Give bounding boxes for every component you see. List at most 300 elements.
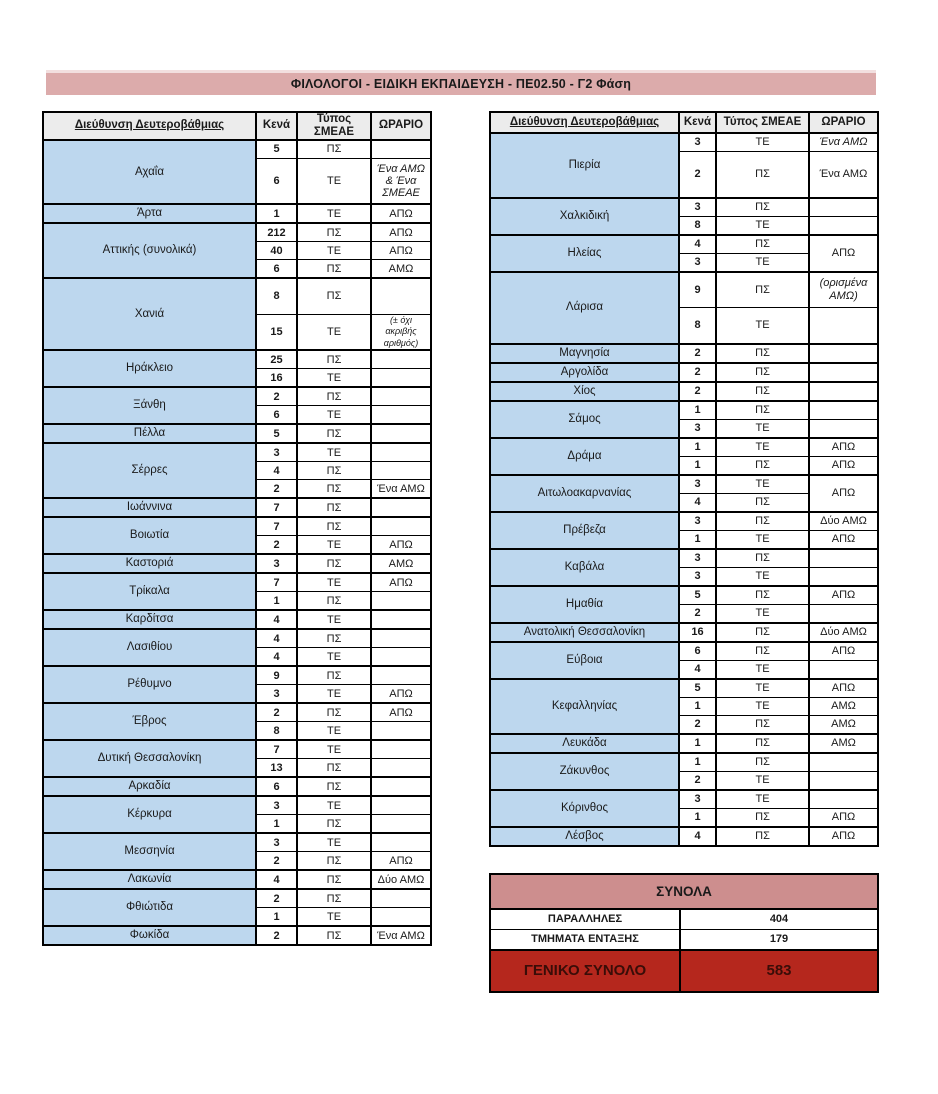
vacancies-cell: 16 [256, 369, 297, 388]
totals-label: ΠΑΡΑΛΛΗΛΕΣ [490, 909, 680, 930]
schedule-cell: Ένα ΑΜΩ [371, 480, 431, 499]
schedule-cell [371, 592, 431, 611]
region-name-cell: Ρέθυμνο [43, 666, 256, 703]
table-row [43, 926, 431, 945]
table-row [43, 833, 431, 852]
smeae-type-cell: ΠΣ [297, 629, 371, 648]
smeae-type-cell: ΤΕ [716, 133, 809, 152]
smeae-type-cell: ΠΣ [716, 715, 809, 734]
region-name-cell: Λάρισα [490, 272, 679, 344]
smeae-type-cell: ΠΣ [716, 344, 809, 363]
table-row [43, 870, 431, 889]
region-name-cell: Χίος [490, 382, 679, 401]
table-row [43, 443, 431, 462]
region-name-cell: Πρέβεζα [490, 512, 679, 549]
region-name-cell: Καρδίτσα [43, 610, 256, 629]
smeae-type-cell: ΤΕ [716, 771, 809, 790]
region-name-cell: Ημαθία [490, 586, 679, 623]
schedule-cell: ΑΠΩ [371, 703, 431, 722]
schedule-cell [371, 387, 431, 406]
smeae-type-cell: ΤΕ [297, 610, 371, 629]
schedule-cell: ΑΜΩ [371, 554, 431, 573]
vacancies-cell: 3 [679, 567, 716, 586]
vacancies-cell: 3 [679, 253, 716, 272]
smeae-type-cell: ΤΕ [716, 790, 809, 809]
region-name-cell: Λακωνία [43, 870, 256, 889]
table-row [43, 740, 431, 759]
schedule-cell: Δύο ΑΜΩ [809, 512, 878, 531]
smeae-type-cell: ΤΕ [297, 242, 371, 260]
smeae-type-cell: ΤΕ [716, 660, 809, 679]
schedule-cell: ΑΠΩ [809, 808, 878, 827]
vacancies-cell: 4 [256, 610, 297, 629]
vacancies-cell: 3 [679, 419, 716, 438]
grand-total-row [490, 950, 878, 992]
vacancies-cell: 7 [256, 498, 297, 517]
region-name-cell: Πέλλα [43, 424, 256, 443]
schedule-cell: ΑΠΩ [809, 642, 878, 661]
schedule-cell [371, 815, 431, 834]
vacancies-cell: 3 [679, 475, 716, 494]
column-header-directorate: Διεύθυνση Δευτεροβάθμιας [43, 112, 256, 140]
vacancies-cell: 4 [256, 462, 297, 480]
region-name-cell: Αργολίδα [490, 363, 679, 382]
vacancies-cell: 1 [256, 592, 297, 611]
table-row [43, 204, 431, 223]
region-name-cell: Βοιωτία [43, 517, 256, 554]
schedule-cell: ΑΠΩ [371, 536, 431, 555]
smeae-type-cell: ΠΣ [297, 260, 371, 279]
smeae-type-cell: ΤΕ [297, 908, 371, 927]
table-row [490, 401, 878, 420]
totals-title: ΣΥΝΟΛΑ [490, 874, 878, 909]
smeae-type-cell: ΤΕ [297, 443, 371, 462]
schedule-cell: ΑΠΩ [809, 679, 878, 698]
table-row [43, 387, 431, 406]
vacancies-cell: 25 [256, 350, 297, 369]
schedule-cell: (ορισμένα ΑΜΩ) [809, 272, 878, 308]
schedule-cell [371, 424, 431, 443]
smeae-type-cell: ΠΣ [716, 549, 809, 568]
region-name-cell: Φωκίδα [43, 926, 256, 945]
region-name-cell: Ζάκυνθος [490, 753, 679, 790]
table-row [490, 734, 878, 753]
smeae-type-cell: ΠΣ [716, 152, 809, 198]
table-row [43, 498, 431, 517]
schedule-cell [371, 462, 431, 480]
schedule-cell [809, 419, 878, 438]
vacancies-cell: 8 [256, 722, 297, 741]
vacancies-cell: 1 [679, 697, 716, 715]
smeae-type-cell: ΤΕ [716, 679, 809, 698]
schedule-cell [371, 777, 431, 796]
smeae-type-cell: ΤΕ [297, 648, 371, 667]
region-name-cell: Αχαΐα [43, 140, 256, 205]
smeae-type-cell: ΤΕ [297, 740, 371, 759]
region-name-cell: Χαλκιδική [490, 198, 679, 235]
region-name-cell: Φθιώτιδα [43, 889, 256, 926]
vacancies-cell: 2 [679, 344, 716, 363]
vacancies-cell: 6 [256, 260, 297, 279]
schedule-cell [371, 740, 431, 759]
schedule-cell [371, 908, 431, 927]
vacancies-cell: 3 [256, 685, 297, 704]
smeae-type-cell: ΠΣ [297, 759, 371, 778]
schedule-cell [809, 604, 878, 623]
vacancies-cell: 2 [679, 715, 716, 734]
vacancies-cell: 1 [679, 753, 716, 772]
schedule-cell: ΑΠΩ [371, 852, 431, 871]
smeae-type-cell: ΠΣ [716, 623, 809, 642]
region-name-cell: Λασιθίου [43, 629, 256, 666]
region-name-cell: Ανατολική Θεσσαλονίκη [490, 623, 679, 642]
smeae-type-cell: ΠΣ [297, 462, 371, 480]
schedule-cell: Ένα ΑΜΩ [809, 133, 878, 152]
schedule-cell [371, 498, 431, 517]
schedule-cell: ΑΠΩ [809, 475, 878, 512]
vacancies-cell: 8 [256, 278, 297, 314]
schedule-cell [371, 140, 431, 159]
column-header-smeae-type: Τύπος ΣΜΕΑΕ [297, 112, 371, 140]
schedule-cell: ΑΜΩ [809, 697, 878, 715]
schedule-cell [371, 889, 431, 908]
schedule-cell [809, 382, 878, 401]
grand-total-label: ΓΕΝΙΚΟ ΣΥΝΟΛΟ [490, 950, 680, 992]
schedule-cell [809, 753, 878, 772]
vacancies-cell: 6 [256, 406, 297, 425]
vacancies-cell: 16 [679, 623, 716, 642]
region-name-cell: Κέρκυρα [43, 796, 256, 833]
vacancies-cell: 5 [679, 679, 716, 698]
smeae-type-cell: ΠΣ [297, 666, 371, 685]
smeae-type-cell: ΠΣ [716, 456, 809, 475]
smeae-type-cell: ΠΣ [297, 517, 371, 536]
region-name-cell: Κόρινθος [490, 790, 679, 827]
smeae-type-cell: ΤΕ [716, 697, 809, 715]
column-header-smeae-type: Τύπος ΣΜΕΑΕ [716, 112, 809, 133]
smeae-type-cell: ΠΣ [716, 401, 809, 420]
smeae-type-cell: ΤΕ [716, 438, 809, 457]
table-row [490, 272, 878, 308]
region-name-cell: Αττικής (συνολικά) [43, 223, 256, 278]
column-header-vacancies: Κενά [679, 112, 716, 133]
table-row [43, 573, 431, 592]
vacancies-cell: 5 [256, 140, 297, 159]
smeae-type-cell: ΠΣ [297, 870, 371, 889]
schedule-cell [809, 790, 878, 809]
vacancies-cell: 8 [679, 308, 716, 344]
table-row [43, 278, 431, 314]
vacancies-cell: 9 [679, 272, 716, 308]
table-row [43, 223, 431, 242]
region-name-cell: Τρίκαλα [43, 573, 256, 610]
schedule-cell [371, 722, 431, 741]
schedule-cell: Δύο ΑΜΩ [371, 870, 431, 889]
smeae-type-cell: ΠΣ [716, 642, 809, 661]
table-row [490, 679, 878, 698]
region-name-cell: Πιερία [490, 133, 679, 198]
schedule-cell [809, 771, 878, 790]
smeae-type-cell: ΠΣ [297, 852, 371, 871]
schedule-cell: Ένα ΑΜΩ [809, 152, 878, 198]
smeae-type-cell: ΤΕ [716, 567, 809, 586]
schedule-cell [371, 648, 431, 667]
totals-table [489, 873, 879, 993]
region-name-cell: Λευκάδα [490, 734, 679, 753]
smeae-type-cell: ΠΣ [297, 480, 371, 499]
schedule-cell [809, 660, 878, 679]
smeae-type-cell: ΠΣ [297, 424, 371, 443]
smeae-type-cell: ΠΣ [297, 592, 371, 611]
table-row [43, 629, 431, 648]
vacancies-cell: 2 [256, 889, 297, 908]
table-row [490, 790, 878, 809]
region-name-cell: Μεσσηνία [43, 833, 256, 870]
totals-label: ΤΜΗΜΑΤΑ ΕΝΤΑΞΗΣ [490, 929, 680, 950]
vacancies-cell: 4 [679, 827, 716, 846]
schedule-cell [371, 517, 431, 536]
totals-value: 179 [680, 929, 878, 950]
table-header-row [43, 112, 431, 140]
schedule-cell: ΑΠΩ [371, 685, 431, 704]
smeae-type-cell: ΤΕ [716, 604, 809, 623]
smeae-type-cell: ΤΕ [716, 419, 809, 438]
table-row [490, 235, 878, 254]
vacancies-cell: 7 [256, 517, 297, 536]
smeae-type-cell: ΠΣ [297, 926, 371, 945]
table-row [43, 796, 431, 815]
schedule-cell: ΑΠΩ [371, 242, 431, 260]
vacancies-cell: 15 [256, 314, 297, 350]
smeae-type-cell: ΤΕ [716, 308, 809, 344]
vacancies-cell: 212 [256, 223, 297, 242]
vacancies-cell: 2 [679, 152, 716, 198]
vacancies-table-left [42, 111, 432, 946]
table-row [43, 703, 431, 722]
region-name-cell: Ιωάννινα [43, 498, 256, 517]
vacancies-cell: 3 [256, 833, 297, 852]
totals-row-integration [490, 929, 878, 950]
right-column [489, 111, 877, 993]
smeae-type-cell: ΠΣ [297, 350, 371, 369]
smeae-type-cell: ΠΣ [716, 808, 809, 827]
schedule-cell [371, 629, 431, 648]
smeae-type-cell: ΠΣ [716, 827, 809, 846]
smeae-type-cell: ΠΣ [716, 198, 809, 217]
smeae-type-cell: ΠΣ [297, 889, 371, 908]
smeae-type-cell: ΠΣ [297, 554, 371, 573]
vacancies-cell: 2 [679, 771, 716, 790]
vacancies-cell: 3 [679, 512, 716, 531]
smeae-type-cell: ΤΕ [297, 406, 371, 425]
vacancies-cell: 7 [256, 573, 297, 592]
vacancies-cell: 40 [256, 242, 297, 260]
schedule-cell: ΑΠΩ [809, 586, 878, 605]
smeae-type-cell: ΤΕ [297, 796, 371, 815]
vacancies-cell: 2 [256, 536, 297, 555]
column-header-schedule: ΩΡΑΡΙΟ [371, 112, 431, 140]
table-row [490, 623, 878, 642]
table-row [43, 777, 431, 796]
smeae-type-cell: ΠΣ [297, 777, 371, 796]
vacancies-cell: 9 [256, 666, 297, 685]
vacancies-cell: 8 [679, 216, 716, 235]
region-name-cell: Έβρος [43, 703, 256, 740]
schedule-cell [809, 308, 878, 344]
schedule-cell: Ένα ΑΜΩ [371, 926, 431, 945]
smeae-type-cell: ΤΕ [297, 204, 371, 223]
tables-area [42, 111, 938, 993]
vacancies-cell: 2 [679, 382, 716, 401]
schedule-cell [809, 344, 878, 363]
schedule-cell [371, 406, 431, 425]
vacancies-cell: 3 [256, 554, 297, 573]
schedule-cell [371, 443, 431, 462]
smeae-type-cell: ΠΣ [716, 382, 809, 401]
table-row [490, 363, 878, 382]
region-name-cell: Σάμος [490, 401, 679, 438]
totals-row-parallel [490, 909, 878, 930]
smeae-type-cell: ΠΣ [716, 363, 809, 382]
region-name-cell: Καστοριά [43, 554, 256, 573]
schedule-cell: ΑΠΩ [371, 573, 431, 592]
region-name-cell: Δυτική Θεσσαλονίκη [43, 740, 256, 777]
smeae-type-cell: ΠΣ [297, 387, 371, 406]
schedule-cell: ΑΠΩ [809, 827, 878, 846]
column-header-directorate: Διεύθυνση Δευτεροβάθμιας [490, 112, 679, 133]
smeae-type-cell: ΤΕ [297, 369, 371, 388]
region-name-cell: Αιτωλοακαρνανίας [490, 475, 679, 512]
schedule-cell: ΑΠΩ [371, 204, 431, 223]
schedule-cell: Ένα ΑΜΩ & Ένα ΣΜΕΑΕ [371, 158, 431, 204]
table-row [43, 140, 431, 159]
totals-value: 404 [680, 909, 878, 930]
page-title: ΦΙΛΟΛΟΓΟΙ - ΕΙΔΙΚΗ ΕΚΠΑΙΔΕΥΣΗ - ΠΕ02.50 - Γ2 Φάση [46, 70, 876, 95]
schedule-cell: ΑΠΩ [809, 530, 878, 549]
vacancies-cell: 1 [679, 401, 716, 420]
table-row [43, 666, 431, 685]
region-name-cell: Εύβοια [490, 642, 679, 679]
table-row [43, 554, 431, 573]
table-header-row [490, 112, 878, 133]
vacancies-cell: 2 [256, 703, 297, 722]
vacancies-cell: 3 [256, 796, 297, 815]
vacancies-cell: 2 [679, 363, 716, 382]
smeae-type-cell: ΠΣ [297, 703, 371, 722]
smeae-type-cell: ΠΣ [716, 272, 809, 308]
region-name-cell: Μαγνησία [490, 344, 679, 363]
region-name-cell: Κεφαλληνίας [490, 679, 679, 734]
smeae-type-cell: ΠΣ [716, 586, 809, 605]
region-name-cell: Δράμα [490, 438, 679, 475]
grand-total-value: 583 [680, 950, 878, 992]
table-row [490, 512, 878, 531]
vacancies-cell: 4 [679, 235, 716, 254]
column-header-schedule: ΩΡΑΡΙΟ [809, 112, 878, 133]
region-name-cell: Σέρρες [43, 443, 256, 498]
region-name-cell: Άρτα [43, 204, 256, 223]
vacancies-cell: 2 [256, 480, 297, 499]
vacancies-table-right [489, 111, 879, 847]
smeae-type-cell: ΠΣ [297, 815, 371, 834]
table-row [490, 198, 878, 217]
smeae-type-cell: ΠΣ [297, 498, 371, 517]
table-row [490, 827, 878, 846]
vacancies-cell: 2 [256, 387, 297, 406]
schedule-cell: ΑΠΩ [809, 235, 878, 272]
vacancies-cell: 2 [679, 604, 716, 623]
smeae-type-cell: ΠΣ [297, 278, 371, 314]
table-row [43, 889, 431, 908]
smeae-type-cell: ΠΣ [297, 140, 371, 159]
schedule-cell [809, 216, 878, 235]
table-row [43, 424, 431, 443]
smeae-type-cell: ΤΕ [297, 685, 371, 704]
smeae-type-cell: ΠΣ [716, 235, 809, 254]
table-row [490, 475, 878, 494]
schedule-cell [809, 198, 878, 217]
vacancies-cell: 4 [679, 660, 716, 679]
smeae-type-cell: ΤΕ [297, 536, 371, 555]
table-row [43, 610, 431, 629]
smeae-type-cell: ΠΣ [716, 734, 809, 753]
table-row [43, 517, 431, 536]
schedule-cell: ΑΜΩ [809, 734, 878, 753]
table-row [490, 382, 878, 401]
vacancies-cell: 1 [256, 815, 297, 834]
vacancies-cell: 5 [679, 586, 716, 605]
vacancies-cell: 1 [256, 204, 297, 223]
smeae-type-cell: ΤΕ [716, 530, 809, 549]
schedule-cell [371, 369, 431, 388]
totals-header-row [490, 874, 878, 909]
vacancies-cell: 4 [679, 493, 716, 512]
table-row [490, 642, 878, 661]
table-row [490, 753, 878, 772]
table-row [490, 586, 878, 605]
region-name-cell: Λέσβος [490, 827, 679, 846]
region-name-cell: Ηλείας [490, 235, 679, 272]
vacancies-cell: 4 [256, 870, 297, 889]
schedule-cell: Δύο ΑΜΩ [809, 623, 878, 642]
table-row [490, 438, 878, 457]
smeae-type-cell: ΠΣ [716, 753, 809, 772]
schedule-cell [371, 350, 431, 369]
region-name-cell: Αρκαδία [43, 777, 256, 796]
smeae-type-cell: ΤΕ [297, 158, 371, 204]
schedule-cell [809, 401, 878, 420]
table-row [490, 549, 878, 568]
smeae-type-cell: ΤΕ [716, 253, 809, 272]
region-name-cell: Καβάλα [490, 549, 679, 586]
schedule-cell: ΑΜΩ [809, 715, 878, 734]
smeae-type-cell: ΤΕ [716, 216, 809, 235]
schedule-cell [809, 363, 878, 382]
vacancies-cell: 3 [679, 133, 716, 152]
smeae-type-cell: ΠΣ [297, 223, 371, 242]
region-name-cell: Ξάνθη [43, 387, 256, 424]
table-row [43, 350, 431, 369]
vacancies-cell: 2 [256, 852, 297, 871]
schedule-cell [809, 549, 878, 568]
vacancies-cell: 1 [679, 734, 716, 753]
smeae-type-cell: ΤΕ [297, 722, 371, 741]
vacancies-cell: 7 [256, 740, 297, 759]
vacancies-cell: 4 [256, 648, 297, 667]
schedule-cell: ΑΠΩ [809, 438, 878, 457]
column-header-vacancies: Κενά [256, 112, 297, 140]
table-row [490, 344, 878, 363]
